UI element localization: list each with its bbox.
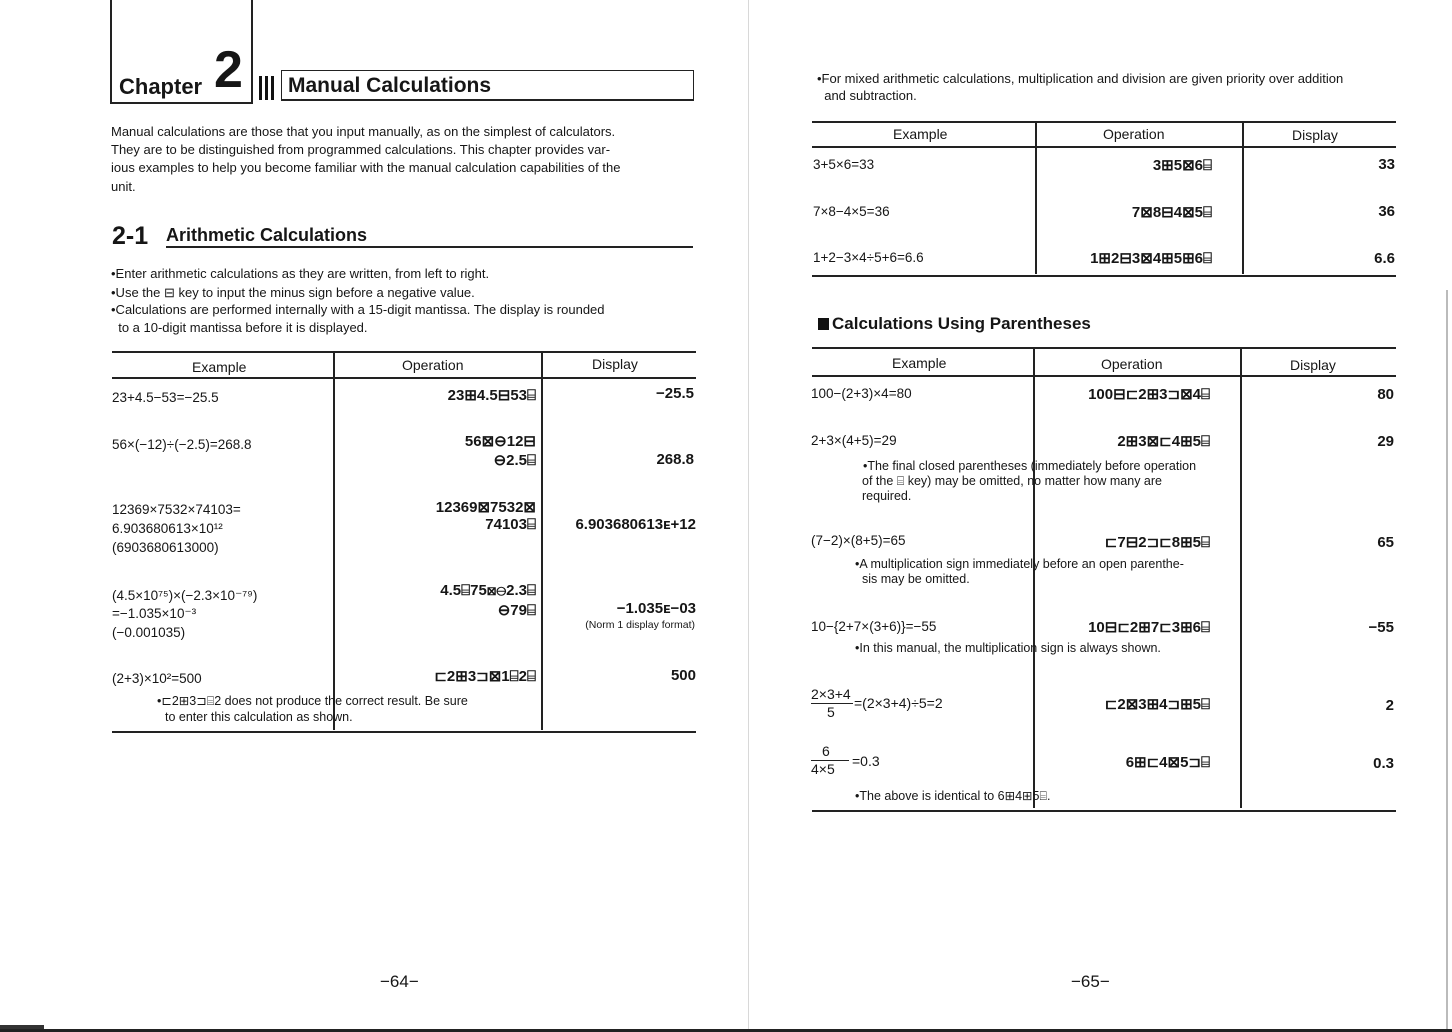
bullet-mantissa-1: •Calculations are performed internally with a 15-digit mantissa. The display is rounded: [111, 302, 605, 317]
table-row-example: 12369×7532×74103=: [112, 502, 241, 517]
square-bullet-icon: [818, 318, 829, 330]
mult-shown-note: •In this manual, the multiplication sign is always shown.: [855, 641, 1161, 655]
col-header-operation: Operation: [402, 357, 464, 373]
table2-row-operation: 6⊞⊏4⊠5⊐⌸: [1125, 754, 1210, 771]
table2-header-rule: [812, 375, 1396, 377]
page-number: −65−: [1071, 972, 1110, 991]
mult-sign-note-1: •A multiplication sign immediately before an open parenthe-: [855, 557, 1184, 571]
table-row-operation: 56⊠⊖12⊟: [464, 433, 536, 450]
table2-row-display: 29: [1377, 433, 1394, 450]
table2-header-display: Display: [1290, 357, 1336, 373]
table2-row-display: 2: [1385, 697, 1394, 714]
intro-line-3: ious examples to help you become familiar with the manual calculation capabilities of the: [111, 160, 621, 175]
table1-row-example: 3+5×6=33: [813, 157, 875, 172]
table2-header-operation: Operation: [1101, 356, 1163, 372]
table-col-divider: [333, 352, 335, 730]
table-col-divider: [541, 352, 543, 730]
intro-line-1: Manual calculations are those that you input manually, as on the simplest of calculators.: [111, 124, 616, 139]
chapter-number: 2: [214, 41, 243, 99]
intro-line-4: unit.: [111, 179, 136, 194]
table2-row-example: (7−2)×(8+5)=65: [811, 533, 906, 548]
fraction-rest: =(2×3+4)÷5=2: [854, 695, 943, 711]
table2-row-display: 80: [1377, 386, 1394, 403]
table1-row-operation: 1⊞2⊟3⊠4⊞5⊞6⌸: [1090, 250, 1212, 267]
table1-row-display: 33: [1378, 156, 1395, 173]
priority-note-line-1: •For mixed arithmetic calculations, multiplication and division are given priority over addition: [817, 71, 1344, 86]
table-row-operation: 12369⊠7532⊠: [435, 499, 536, 516]
identical-note: •The above is identical to 6⊞4⊞5⌸.: [855, 789, 1051, 803]
table-row-example: (−0.001035): [112, 625, 186, 640]
table2-col-divider: [1033, 348, 1035, 808]
table-row-operation: 23⊞4.5⊟53⌸: [447, 387, 536, 404]
table1-row-example: 7×8−4×5=36: [813, 204, 890, 219]
table2-header-example: Example: [892, 355, 947, 371]
table-row-operation: ⊖2.5⌸: [493, 452, 536, 469]
title-bars-icon: [259, 76, 279, 100]
fraction-numerator: 6: [822, 743, 830, 759]
table1-header-example: Example: [893, 126, 948, 142]
table2-row-operation: 10⊟⊏2⊞7⊏3⊞6⌸: [1088, 619, 1210, 636]
table-row-display: −1.035ᴇ−03: [616, 600, 696, 617]
table-row-operation: ⊖79⌸: [497, 602, 536, 619]
table1-row-display: 6.6: [1374, 250, 1395, 267]
display-format-note: (Norm 1 display format): [585, 619, 695, 631]
table-row-example: 56×(−12)÷(−2.5)=268.8: [112, 437, 252, 452]
chapter-title: Manual Calculations: [288, 74, 492, 97]
table-bottom-rule: [112, 731, 696, 733]
table-row-example: (6903680613000): [112, 540, 219, 555]
table2-row-display: −55: [1368, 619, 1394, 636]
closed-paren-note-1: •The final closed parentheses (immediately before operation: [863, 459, 1197, 473]
table-top-rule: [112, 351, 696, 353]
mult-sign-note-2: sis may be omitted.: [862, 572, 970, 586]
table1-header-operation: Operation: [1103, 126, 1165, 142]
table-row-display: 500: [670, 667, 696, 684]
table-note-line-1: •⊏2⊞3⊐⌸2 does not produce the correct result. Be sure: [157, 694, 468, 708]
bullet-left-to-right: •Enter arithmetic calculations as they are written, from left to right.: [111, 266, 490, 281]
table1-row-operation: 7⊠8⊟4⊠5⌸: [1131, 204, 1212, 221]
table-row-example: 6.903680613×10¹²: [112, 521, 223, 536]
table1-top-rule: [812, 121, 1396, 123]
chapter-title-box: [281, 70, 694, 101]
chapter-label-box: [110, 0, 253, 104]
parentheses-subhead-text: Calculations Using Parentheses: [832, 314, 1091, 333]
closed-paren-note-3: required.: [862, 489, 912, 503]
fraction-denominator: 5: [827, 704, 835, 720]
table2-row-example: 2+3×(4+5)=29: [811, 433, 897, 448]
bullet-mantissa-2: to a 10-digit mantissa before it is displayed.: [111, 320, 368, 335]
table2-col-divider: [1240, 348, 1242, 808]
fraction-rest: =0.3: [852, 753, 880, 769]
closed-paren-note-2: of the ⌸ key) may be omitted, no matter how many are: [862, 474, 1162, 488]
page-number: −64−: [380, 972, 419, 991]
table2-row-display: 0.3: [1373, 755, 1394, 772]
col-header-example: Example: [192, 359, 247, 375]
table1-bottom-rule: [812, 275, 1396, 277]
section-rule: [166, 246, 693, 248]
table-row-operation: 74103⌸: [485, 516, 536, 533]
parentheses-subhead: [818, 314, 1091, 334]
fraction-numerator: 2×3+4: [811, 686, 851, 702]
bullet-minus-key: •Use the ⊟ key to input the minus sign before a negative value.: [111, 285, 475, 300]
table2-row-display: 65: [1377, 534, 1394, 551]
section-title: Arithmetic Calculations: [166, 225, 368, 245]
table-row-example: =−1.035×10⁻³: [112, 606, 197, 621]
chapter-word: Chapter: [119, 74, 203, 99]
table2-row-example: 10−{2+7×(3+6)}=−55: [811, 619, 937, 634]
table1-row-operation: 3⊞5⊠6⌸: [1152, 157, 1212, 174]
table2-row-operation: ⊏7⊟2⊐⊏8⊞5⌸: [1104, 534, 1210, 551]
table-row-example: (2+3)×10²=500: [112, 671, 202, 686]
section-number: 2-1: [112, 222, 149, 250]
table-row-example: (4.5×10⁷⁵)×(−2.3×10⁻⁷⁹): [112, 588, 258, 603]
table1-header-display: Display: [1292, 127, 1338, 143]
fraction-denominator: 4×5: [811, 761, 835, 777]
table-header-rule: [112, 377, 696, 379]
table1-col-divider: [1242, 122, 1244, 274]
table-row-display: 268.8: [656, 451, 694, 468]
table2-row-example: 100−(2+3)×4=80: [811, 386, 912, 401]
table-row-operation: 4.5⌸75⊠⊖2.3⌸: [440, 582, 536, 599]
table-row-display: −25.5: [656, 385, 694, 402]
table1-col-divider: [1035, 122, 1037, 274]
priority-note-line-2: and subtraction.: [817, 88, 917, 103]
table-note-line-2: to enter this calculation as shown.: [165, 710, 353, 724]
table1-header-rule: [812, 146, 1396, 148]
table-row-display: 6.903680613ᴇ+12: [575, 516, 696, 533]
table1-row-example: 1+2−3×4÷5+6=6.6: [813, 250, 924, 265]
table2-top-rule: [812, 347, 1396, 349]
col-header-display: Display: [592, 356, 638, 372]
intro-line-2: They are to be distinguished from programmed calculations. This chapter provides var-: [111, 142, 611, 157]
table2-row-operation: ⊏2⊠3⊞4⊐⊞5⌸: [1104, 696, 1210, 713]
table2-bottom-rule: [812, 810, 1396, 812]
table-row-operation: ⊏2⊞3⊐⊠1⌸2⌸: [434, 668, 536, 685]
table2-row-operation: 100⊟⊏2⊞3⊐⊠4⌸: [1088, 386, 1210, 403]
table2-row-operation: 2⊞3⊠⊏4⊞5⌸: [1117, 433, 1210, 450]
table-row-example: 23+4.5−53=−25.5: [112, 390, 219, 405]
right-page: [726, 0, 1452, 1032]
table1-row-display: 36: [1378, 203, 1395, 220]
